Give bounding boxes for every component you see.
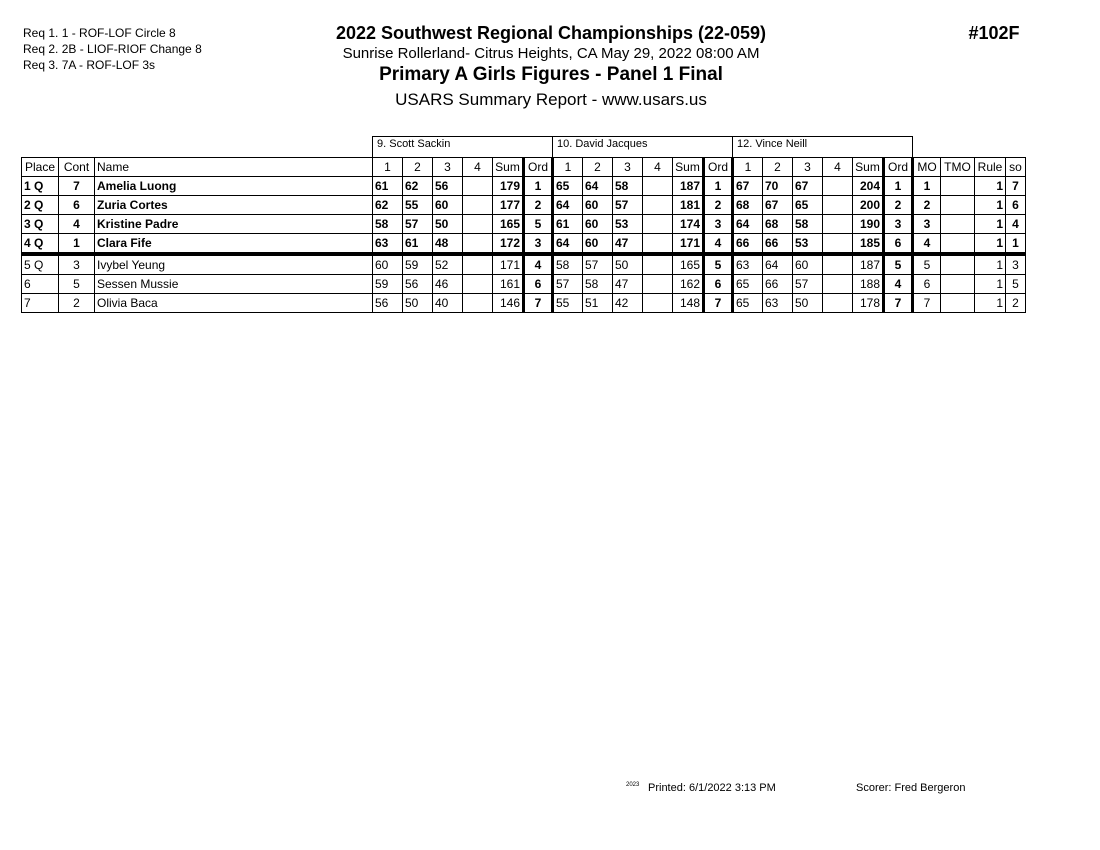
mark-cell: 59 (373, 275, 403, 294)
col-sum: Sum (673, 158, 704, 177)
so-cell: 5 (1006, 275, 1026, 294)
requirement-item: Req 1. 1 - ROF-LOF Circle 8 (23, 26, 176, 40)
col-cont: Cont (59, 158, 95, 177)
ordinal-cell: 6 (524, 275, 553, 294)
rule-cell: 1 (975, 275, 1006, 294)
mark-cell: 50 (433, 215, 463, 234)
tmo-cell (941, 196, 975, 215)
mark-cell: 47 (613, 234, 643, 255)
mark-cell: 58 (793, 215, 823, 234)
mark-cell: 47 (613, 275, 643, 294)
mark-cell: 57 (583, 254, 613, 275)
mark-cell: 63 (373, 234, 403, 255)
mark-cell (823, 177, 853, 196)
mo-cell: 1 (913, 177, 941, 196)
col-mark: 1 (553, 158, 583, 177)
rule-cell: 1 (975, 234, 1006, 255)
mark-cell (463, 275, 493, 294)
sum-cell: 188 (853, 275, 884, 294)
tmo-cell (941, 234, 975, 255)
sum-cell: 204 (853, 177, 884, 196)
ordinal-cell: 2 (524, 196, 553, 215)
mark-cell: 53 (793, 234, 823, 255)
sum-cell: 165 (673, 254, 704, 275)
mark-cell: 40 (433, 294, 463, 313)
skater-name-cell: Olivia Baca (95, 294, 373, 313)
ordinal-cell: 3 (524, 234, 553, 255)
sum-cell: 146 (493, 294, 524, 313)
mark-cell: 67 (763, 196, 793, 215)
mark-cell (463, 215, 493, 234)
rule-cell: 1 (975, 254, 1006, 275)
rule-cell: 1 (975, 294, 1006, 313)
place-cell: 6 (22, 275, 59, 294)
mark-cell: 58 (373, 215, 403, 234)
mark-cell (643, 234, 673, 255)
mark-cell: 62 (373, 196, 403, 215)
col-tmo: TMO (941, 158, 975, 177)
mark-cell: 60 (583, 196, 613, 215)
skater-name-cell: Amelia Luong (95, 177, 373, 196)
mark-cell: 57 (553, 275, 583, 294)
col-name: Name (95, 158, 373, 177)
so-cell: 7 (1006, 177, 1026, 196)
cont-cell: 6 (59, 196, 95, 215)
so-cell: 6 (1006, 196, 1026, 215)
mark-cell (823, 254, 853, 275)
mark-cell: 52 (433, 254, 463, 275)
sum-cell: 172 (493, 234, 524, 255)
col-ord: Ord (524, 158, 553, 177)
col-mark: 1 (733, 158, 763, 177)
mark-cell: 64 (583, 177, 613, 196)
mark-cell (823, 215, 853, 234)
mark-cell: 67 (793, 177, 823, 196)
col-mark: 2 (763, 158, 793, 177)
mark-cell (643, 294, 673, 313)
judge-name: 9. Scott Sackin (373, 137, 553, 158)
event-number: #102F (968, 23, 1020, 43)
sum-cell: 185 (853, 234, 884, 255)
mo-cell: 7 (913, 294, 941, 313)
col-sum: Sum (493, 158, 524, 177)
skater-name-cell: Zuria Cortes (95, 196, 373, 215)
col-mo: MO (913, 158, 941, 177)
mark-cell: 65 (733, 275, 763, 294)
ordinal-cell: 3 (884, 215, 913, 234)
sum-cell: 178 (853, 294, 884, 313)
tmo-cell (941, 294, 975, 313)
skater-name-cell: Kristine Padre (95, 215, 373, 234)
mark-cell: 63 (763, 294, 793, 313)
mark-cell: 66 (763, 275, 793, 294)
sum-cell: 177 (493, 196, 524, 215)
mark-cell (463, 254, 493, 275)
tmo-cell (941, 215, 975, 234)
mark-cell: 60 (583, 234, 613, 255)
sum-cell: 200 (853, 196, 884, 215)
sum-cell: 190 (853, 215, 884, 234)
requirement-item: Req 2. 2B - LIOF-RIOF Change 8 (23, 42, 202, 56)
mark-cell: 58 (583, 275, 613, 294)
sum-cell: 165 (493, 215, 524, 234)
mark-cell: 58 (553, 254, 583, 275)
mark-cell: 59 (403, 254, 433, 275)
table-row (22, 234, 1026, 255)
requirements-list (23, 25, 202, 73)
ordinal-cell: 4 (524, 254, 553, 275)
printed-timestamp: Printed: 6/1/2022 3:13 PM (648, 782, 776, 794)
mark-cell: 57 (793, 275, 823, 294)
so-cell: 3 (1006, 254, 1026, 275)
mark-cell (823, 294, 853, 313)
tmo-cell (941, 275, 975, 294)
scorer-name: Scorer: Fred Bergeron (856, 782, 966, 794)
mark-cell: 64 (763, 254, 793, 275)
report-title: USARS Summary Report - www.usars.us (395, 90, 707, 109)
ordinal-cell: 5 (524, 215, 553, 234)
ordinal-cell: 4 (704, 234, 733, 255)
mark-cell (463, 234, 493, 255)
mark-cell (643, 177, 673, 196)
mark-cell: 60 (373, 254, 403, 275)
mark-cell: 56 (433, 177, 463, 196)
place-cell: 7 (22, 294, 59, 313)
ordinal-cell: 4 (884, 275, 913, 294)
mark-cell (463, 177, 493, 196)
table-row (22, 294, 1026, 313)
table-row (22, 196, 1026, 215)
col-mark: 3 (433, 158, 463, 177)
mark-cell: 66 (763, 234, 793, 255)
sum-cell: 171 (493, 254, 524, 275)
place-cell: 3 Q (22, 215, 59, 234)
ordinal-cell: 2 (884, 196, 913, 215)
judge-name: 10. David Jacques (553, 137, 733, 158)
results-table (21, 136, 1026, 313)
ordinal-cell: 5 (884, 254, 913, 275)
cont-cell: 5 (59, 275, 95, 294)
cont-cell: 1 (59, 234, 95, 255)
place-cell: 4 Q (22, 234, 59, 255)
mark-cell: 48 (433, 234, 463, 255)
mark-cell: 55 (553, 294, 583, 313)
mark-cell: 51 (583, 294, 613, 313)
competition-title: 2022 Southwest Regional Championships (22-059) (335, 23, 767, 43)
mark-cell: 53 (613, 215, 643, 234)
ordinal-cell: 1 (884, 177, 913, 196)
tmo-cell (941, 177, 975, 196)
ordinal-cell: 3 (704, 215, 733, 234)
mark-cell: 60 (583, 215, 613, 234)
table-row (22, 215, 1026, 234)
mark-cell: 63 (733, 254, 763, 275)
col-mark: 3 (793, 158, 823, 177)
sum-cell: 179 (493, 177, 524, 196)
table-row (22, 254, 1026, 275)
mark-cell: 61 (403, 234, 433, 255)
table-row (22, 275, 1026, 294)
place-cell: 5 Q (22, 254, 59, 275)
ordinal-cell: 7 (524, 294, 553, 313)
so-cell: 2 (1006, 294, 1026, 313)
skater-name-cell: Clara Fife (95, 234, 373, 255)
mark-cell: 65 (793, 196, 823, 215)
mark-cell: 56 (403, 275, 433, 294)
so-cell: 1 (1006, 234, 1026, 255)
mo-cell: 4 (913, 234, 941, 255)
mark-cell: 70 (763, 177, 793, 196)
footer-code: 2023 (626, 782, 640, 788)
mark-cell: 68 (763, 215, 793, 234)
mark-cell (463, 294, 493, 313)
mark-cell: 60 (433, 196, 463, 215)
mo-cell: 2 (913, 196, 941, 215)
mark-cell: 61 (373, 177, 403, 196)
sum-cell: 162 (673, 275, 704, 294)
col-rule: Rule (975, 158, 1006, 177)
mo-cell: 5 (913, 254, 941, 275)
mo-cell: 6 (913, 275, 941, 294)
mark-cell: 61 (553, 215, 583, 234)
mark-cell (823, 275, 853, 294)
mark-cell: 50 (613, 254, 643, 275)
mark-cell: 65 (553, 177, 583, 196)
mark-cell: 46 (433, 275, 463, 294)
col-mark: 4 (823, 158, 853, 177)
mark-cell (823, 196, 853, 215)
ordinal-cell: 5 (704, 254, 733, 275)
mark-cell: 62 (403, 177, 433, 196)
mark-cell (643, 254, 673, 275)
col-place: Place (22, 158, 59, 177)
col-ord: Ord (704, 158, 733, 177)
col-so: so (1006, 158, 1026, 177)
rule-cell: 1 (975, 215, 1006, 234)
place-cell: 2 Q (22, 196, 59, 215)
ordinal-cell: 6 (884, 234, 913, 255)
sum-cell: 187 (673, 177, 704, 196)
table-row (22, 177, 1026, 196)
mark-cell: 58 (613, 177, 643, 196)
event-title: Primary A Girls Figures - Panel 1 Final (379, 64, 723, 85)
mark-cell: 64 (733, 215, 763, 234)
mark-cell: 55 (403, 196, 433, 215)
sum-cell: 161 (493, 275, 524, 294)
mark-cell (643, 196, 673, 215)
mark-cell (643, 275, 673, 294)
so-cell: 4 (1006, 215, 1026, 234)
mark-cell: 50 (403, 294, 433, 313)
sum-cell: 187 (853, 254, 884, 275)
col-mark: 2 (403, 158, 433, 177)
ordinal-cell: 6 (704, 275, 733, 294)
judge-name: 12. Vince Neill (733, 137, 913, 158)
column-header-row (22, 158, 1026, 177)
mark-cell: 56 (373, 294, 403, 313)
skater-name-cell: Ivybel Yeung (95, 254, 373, 275)
rule-cell: 1 (975, 177, 1006, 196)
ordinal-cell: 1 (704, 177, 733, 196)
tmo-cell (941, 254, 975, 275)
col-mark: 4 (463, 158, 493, 177)
col-mark: 3 (613, 158, 643, 177)
skater-name-cell: Sessen Mussie (95, 275, 373, 294)
mark-cell (643, 215, 673, 234)
mark-cell: 64 (553, 196, 583, 215)
cont-cell: 7 (59, 177, 95, 196)
col-ord: Ord (884, 158, 913, 177)
mark-cell: 64 (553, 234, 583, 255)
mo-cell: 3 (913, 215, 941, 234)
col-sum: Sum (853, 158, 884, 177)
sum-cell: 181 (673, 196, 704, 215)
sum-cell: 148 (673, 294, 704, 313)
mark-cell: 65 (733, 294, 763, 313)
sum-cell: 171 (673, 234, 704, 255)
sum-cell: 174 (673, 215, 704, 234)
venue-date: Sunrise Rollerland- Citrus Heights, CA May 29, 2022 08:00 AM (342, 45, 760, 62)
ordinal-cell: 1 (524, 177, 553, 196)
ordinal-cell: 7 (884, 294, 913, 313)
mark-cell: 42 (613, 294, 643, 313)
requirement-item: Req 3. 7A - ROF-LOF 3s (23, 58, 156, 72)
mark-cell: 67 (733, 177, 763, 196)
mark-cell: 57 (613, 196, 643, 215)
ordinal-cell: 2 (704, 196, 733, 215)
col-mark: 4 (643, 158, 673, 177)
mark-cell (823, 234, 853, 255)
judges-header-row (22, 137, 1026, 158)
results-body (22, 177, 1026, 313)
cont-cell: 4 (59, 215, 95, 234)
mark-cell (463, 196, 493, 215)
mark-cell: 66 (733, 234, 763, 255)
mark-cell: 57 (403, 215, 433, 234)
rule-cell: 1 (975, 196, 1006, 215)
mark-cell: 50 (793, 294, 823, 313)
ordinal-cell: 7 (704, 294, 733, 313)
col-mark: 2 (583, 158, 613, 177)
mark-cell: 60 (793, 254, 823, 275)
cont-cell: 2 (59, 294, 95, 313)
col-mark: 1 (373, 158, 403, 177)
place-cell: 1 Q (22, 177, 59, 196)
mark-cell: 68 (733, 196, 763, 215)
cont-cell: 3 (59, 254, 95, 275)
